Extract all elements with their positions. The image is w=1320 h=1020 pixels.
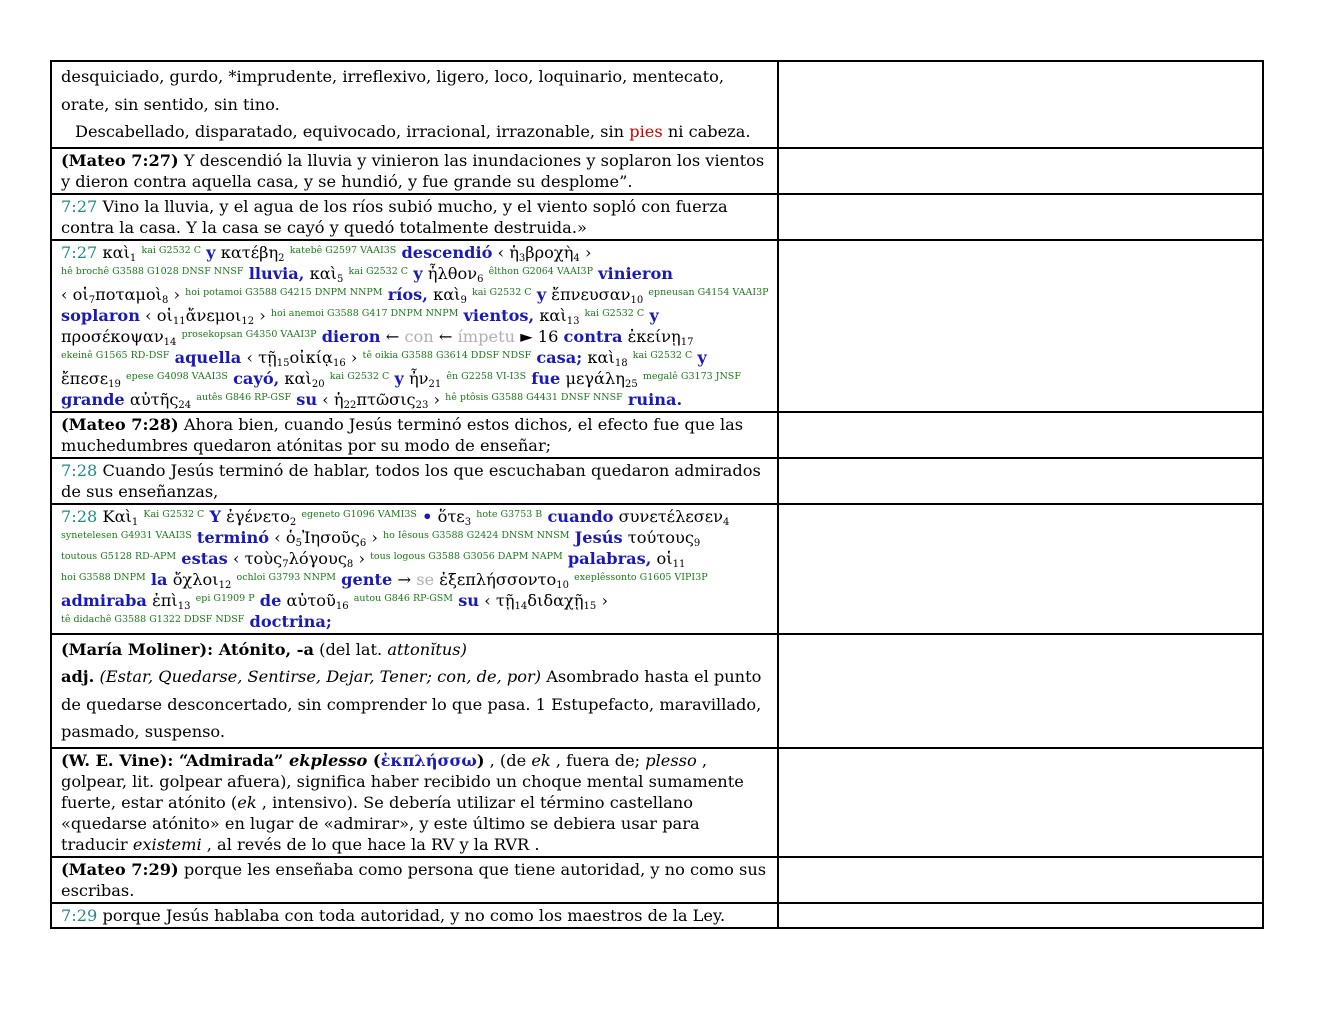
word-index: 8 xyxy=(162,294,169,306)
verse-label: (Mateo 7:28) xyxy=(61,414,179,434)
word-index: 1 xyxy=(129,252,137,264)
spanish-word: Jesús xyxy=(574,527,623,547)
spanish-word: su xyxy=(296,389,318,409)
greek-text: ἡ xyxy=(509,242,519,262)
empty-cell xyxy=(778,412,1263,458)
paraphrase-text: porque Jesús hablaba con toda autoridad, y no como los maestros de la Ley. xyxy=(97,905,726,925)
greek-text: ἔπνευσαν xyxy=(551,284,631,304)
greek-word xyxy=(539,306,579,325)
spanish-word: doctrina; xyxy=(249,611,332,631)
word-index: 2 xyxy=(278,252,285,264)
verse-ref: 7:27 xyxy=(61,196,98,216)
dictionary-head: (María Moliner): Atónito, -a xyxy=(61,639,314,659)
spanish-word: lluvia, xyxy=(248,263,305,283)
strongs-tag: egeneto G1096 VAMI3S xyxy=(301,508,417,520)
paraphrase-cell xyxy=(51,458,778,504)
word-index: 7 xyxy=(88,294,96,306)
word-index: 12 xyxy=(218,579,232,591)
greek-word xyxy=(628,528,701,547)
strongs-tag: ho Iêsous G3588 G2424 DNSM NNSM xyxy=(383,529,570,541)
greek-text: ἦλθον xyxy=(427,263,478,283)
spanish-word: palabras, xyxy=(567,548,652,568)
spanish-word: contra xyxy=(563,326,623,346)
bracket: › xyxy=(358,548,365,568)
greek-text: ποταμοὶ xyxy=(95,284,162,304)
spanish-word: ríos, xyxy=(387,284,428,304)
strongs-tag: êlthon G2064 VAAI3P xyxy=(488,265,593,277)
greek-text: ὄχλοι xyxy=(172,569,219,589)
spanish-word: y xyxy=(206,242,216,262)
word-index: 11 xyxy=(172,315,186,327)
arrow-mark: ← xyxy=(385,326,400,346)
verse-ref: 7:29 xyxy=(61,905,98,925)
strongs-tag: toutous G5128 RD-APM xyxy=(61,550,177,562)
strongs-tag: autês G846 RP-GSF xyxy=(196,391,292,403)
reorder-mark: ► 16 xyxy=(520,326,559,346)
greek-text: λόγους xyxy=(288,548,347,568)
greek-word xyxy=(439,570,569,589)
greek-text: καὶ xyxy=(102,242,130,262)
greek-word xyxy=(221,243,285,262)
spanish-word: ruina. xyxy=(627,389,683,409)
greek-text: οἱ xyxy=(72,284,89,304)
greek-text: ἐξεπλήσσοντο xyxy=(439,569,557,589)
word-index: 3 xyxy=(464,516,472,528)
strongs-tag: ekeinê G1565 RD-DSF xyxy=(61,349,170,361)
greek-headword: ἐκπλήσσω xyxy=(380,750,477,770)
word-index: 3 xyxy=(518,252,526,264)
verse-cell xyxy=(51,412,778,458)
strongs-tag: kai G2532 C xyxy=(329,370,390,382)
word-index: 9 xyxy=(693,537,701,549)
implied-word: se xyxy=(416,569,435,589)
strongs-tag: kai G2532 C xyxy=(141,244,201,256)
table-row xyxy=(51,634,1263,748)
greek-text: οἱ xyxy=(656,548,673,568)
word-index: 15 xyxy=(276,357,290,369)
greek-word xyxy=(498,243,592,262)
synonym-line-2: Descabellado, disparatado, equivocado, irracional, irrazonable, sin pies ni cabeza. xyxy=(75,122,751,141)
strongs-tag: hê brochê G3588 G1028 DNSF NNSF xyxy=(61,265,244,277)
greek-text: ἐκείνῃ xyxy=(627,326,681,346)
bracket: › xyxy=(350,347,358,367)
word-index: 13 xyxy=(177,600,191,612)
empty-cell xyxy=(778,240,1263,412)
empty-cell xyxy=(778,634,1263,748)
greek-word xyxy=(103,243,137,262)
interlinear-cell xyxy=(51,504,778,634)
arrow-mark: ← xyxy=(438,326,453,346)
greek-text: τῇ xyxy=(495,590,515,610)
word-index: 4 xyxy=(723,516,730,528)
verse-label: (Mateo 7:29) xyxy=(61,859,179,879)
definition-cell xyxy=(51,61,778,148)
word-index: 14 xyxy=(514,600,528,612)
spanish-word: gente xyxy=(341,569,393,589)
spanish-word: admiraba xyxy=(61,590,147,610)
spanish-word: casa; xyxy=(536,347,583,367)
interlinear-cell xyxy=(51,240,778,412)
empty-cell xyxy=(778,903,1263,928)
greek-word xyxy=(284,369,324,388)
strongs-tag: hote G3753 B xyxy=(476,508,543,520)
greek-text: αὐτοῦ xyxy=(286,590,336,610)
greek-text: ἡ xyxy=(333,389,344,409)
verse-text: Y descendió la lluvia y vinieron las inundaciones y soplaron los vientos y dieron contra aquella casa, y se hundió, y fue grande su desplome”. xyxy=(61,150,765,191)
spanish-word: y xyxy=(394,368,404,388)
strongs-tag: epi G1909 P xyxy=(195,592,255,604)
greek-word xyxy=(173,570,232,589)
greek-word xyxy=(274,528,378,547)
word-index: 10 xyxy=(556,579,569,591)
word-index: 15 xyxy=(583,600,597,612)
strongs-tag: hoi anemoi G3588 G417 DNPM NNPM xyxy=(270,307,459,319)
greek-word xyxy=(428,264,484,283)
bracket: ‹ xyxy=(145,305,152,325)
greek-text: ὁ xyxy=(285,527,296,547)
table-row xyxy=(51,412,1263,458)
spanish-word: vinieron xyxy=(598,263,674,283)
word-index: 8 xyxy=(346,558,354,570)
greek-text: αὐτῆς xyxy=(129,389,179,409)
greek-word xyxy=(103,507,139,526)
empty-cell xyxy=(778,458,1263,504)
greek-word xyxy=(322,390,440,409)
word-index: 20 xyxy=(311,378,325,390)
spanish-word: de xyxy=(259,590,282,610)
spanish-word: • xyxy=(422,506,433,526)
strongs-tag: exeplêssonto G1605 VIPI3P xyxy=(574,571,708,583)
definition-text: Asombrado hasta el punto de quedarse desconcertado, sin comprender lo que pasa. 1 Estupefacto, maravillado, pasmado, suspenso. xyxy=(61,667,762,741)
word-index: 5 xyxy=(337,273,344,285)
word-index: 18 xyxy=(614,357,628,369)
greek-text: οἰκίᾳ xyxy=(289,347,333,367)
word-index: 11 xyxy=(672,558,686,570)
verse-ref: 7:28 xyxy=(61,506,98,526)
table-row xyxy=(51,148,1263,194)
strongs-tag: ên G2258 VI-I3S xyxy=(446,370,527,382)
word-index: 16 xyxy=(335,600,349,612)
bracket: ‹ xyxy=(484,590,491,610)
greek-text: Καὶ xyxy=(102,506,132,526)
word-index: 5 xyxy=(295,537,302,549)
word-index: 9 xyxy=(460,294,467,306)
strongs-tag: kai G2532 C xyxy=(348,265,409,277)
spanish-word: dieron xyxy=(321,326,381,346)
greek-word xyxy=(130,390,191,409)
greek-text: ἄνεμοι xyxy=(185,305,242,325)
greek-text: τῇ xyxy=(258,347,277,367)
strongs-tag: kai G2532 C xyxy=(632,349,693,361)
empty-cell xyxy=(778,857,1263,903)
bracket: ‹ xyxy=(246,347,253,367)
word-index: 7 xyxy=(282,558,289,570)
greek-word xyxy=(628,327,694,346)
greek-text: μεγάλη xyxy=(565,368,625,388)
word-index: 13 xyxy=(566,315,580,327)
spanish-word: grande xyxy=(61,389,125,409)
spanish-word: aquella xyxy=(174,347,242,367)
greek-text: ἔπεσε xyxy=(61,368,109,388)
implied-word: con xyxy=(404,326,434,346)
bracket: › xyxy=(173,284,181,304)
strongs-tag: katebê G2597 VAAI3S xyxy=(289,244,397,256)
greek-word xyxy=(619,507,730,526)
greek-word xyxy=(61,285,180,304)
greek-word xyxy=(61,369,121,388)
paraphrase-cell xyxy=(51,194,778,240)
empty-cell xyxy=(778,61,1263,148)
table-row xyxy=(51,504,1263,634)
strongs-tag: hê ptôsis G3588 G4431 DNSF NNSF xyxy=(445,391,623,403)
spanish-word: y xyxy=(536,284,547,304)
verse-ref: 7:28 xyxy=(61,460,98,480)
dictionary-head: (W. E. Vine): “Admirada” xyxy=(61,750,284,770)
greek-word xyxy=(657,549,686,568)
document-table xyxy=(50,60,1264,929)
greek-word xyxy=(226,507,296,526)
strongs-tag: kai G2532 C xyxy=(472,286,532,298)
verse-ref: 7:27 xyxy=(61,242,98,262)
greek-word xyxy=(287,591,349,610)
empty-cell xyxy=(778,504,1263,634)
spanish-word: Y xyxy=(209,506,222,526)
strongs-tag: ochloi G3793 NNPM xyxy=(236,571,337,583)
strongs-tag: epneusan G4154 VAAI3P xyxy=(648,286,769,298)
bracket: › xyxy=(371,527,378,547)
strongs-tag: epese G4098 VAAI3S xyxy=(126,370,228,382)
greek-text: πτῶσις xyxy=(356,389,416,409)
table-row xyxy=(51,903,1263,928)
strongs-tag: kai G2532 C xyxy=(584,307,645,319)
greek-text: προσέκοψαν xyxy=(61,326,164,346)
word-index: 25 xyxy=(624,378,638,390)
dictionary-cell: (María Moliner): Atónito, -a (del lat. attonĭtus) adj. (Estar, Quedarse, Sentirse, Dejar, Tener; con, de, por) Asombrado hasta el punto de quedarse desconcertado, sin comprender lo que pasa. 1 Estupefacto, maravillado, pasmado, suspenso. xyxy=(51,634,778,748)
verse-text: porque les enseñaba como persona que tiene autoridad, y no como sus escribas. xyxy=(61,859,767,900)
bracket: › xyxy=(584,242,592,262)
bracket: › xyxy=(259,305,266,325)
word-index: 4 xyxy=(573,252,580,264)
spanish-word: cuando xyxy=(547,506,614,526)
table-row xyxy=(51,240,1263,412)
strongs-tag: synetelesen G4931 VAAI3S xyxy=(61,529,192,541)
greek-text: ἦν xyxy=(408,368,429,388)
verse-cell xyxy=(51,148,778,194)
word-index: 16 xyxy=(332,357,346,369)
greek-word xyxy=(565,369,637,388)
verse-cell xyxy=(51,857,778,903)
greek-text: ἐπὶ xyxy=(152,590,178,610)
spanish-word: soplaron xyxy=(61,305,140,325)
greek-text: βροχὴ xyxy=(525,242,574,262)
greek-text: Ἰησοῦς xyxy=(301,527,360,547)
greek-text: τούτους xyxy=(627,527,694,547)
spanish-word: su xyxy=(458,590,480,610)
greek-text: ἐγένετο xyxy=(226,506,290,526)
greek-text: ὅτε xyxy=(437,506,465,526)
greek-word xyxy=(484,591,608,610)
greek-word xyxy=(233,549,365,568)
dictionary-cell: (W. E. Vine): “Admirada” ekplesso (ἐκπλήσσω) , (de ek , fuera de; plesso , golpear, lit. golpear afuera), significa haber recibido un choque mental sumamente fuerte, estar atónito (ek , intensivo). Se debería utilizar el término castellano «quedarse atónito» en lugar de «admirar», y este último se debiera usar para traducir existemi , al revés de lo que hace la RV y la RVR . xyxy=(51,748,778,857)
empty-cell xyxy=(778,748,1263,857)
greek-text: τοὺς xyxy=(244,548,283,568)
greek-text: οἱ xyxy=(156,305,173,325)
greek-text: διδαχῇ xyxy=(527,590,584,610)
greek-word xyxy=(310,264,344,283)
paraphrase-text: Cuando Jesús terminó de hablar, todos los que escuchaban quedaron admirados de sus enseñanzas, xyxy=(61,460,761,501)
greek-word xyxy=(587,348,627,367)
word-index: 24 xyxy=(178,399,192,411)
word-index: 10 xyxy=(630,294,644,306)
strongs-tag: tous logous G3588 G3056 DAPM NAPM xyxy=(370,550,563,562)
strongs-tag: tê didachê G3588 G1322 DDSF NDSF xyxy=(61,613,245,625)
implied-word: ímpetu xyxy=(457,326,516,346)
word-index: 21 xyxy=(428,378,442,390)
greek-text: καὶ xyxy=(284,368,312,388)
bracket: ‹ xyxy=(232,548,240,568)
word-index: 23 xyxy=(415,399,429,411)
word-index: 6 xyxy=(359,537,367,549)
greek-text: καὶ xyxy=(433,284,461,304)
strongs-tag: megalê G3173 JNSF xyxy=(642,370,741,382)
table-row xyxy=(51,857,1263,903)
word-index: 2 xyxy=(289,516,297,528)
spanish-word: estas xyxy=(181,548,228,568)
highlighted-word: pies xyxy=(629,122,663,141)
greek-word xyxy=(61,327,176,346)
paraphrase-cell xyxy=(51,903,778,928)
bracket: ‹ xyxy=(497,242,505,262)
bracket: › xyxy=(433,389,440,409)
greek-word xyxy=(551,285,643,304)
word-index: 22 xyxy=(343,399,357,411)
spanish-word: y xyxy=(413,263,423,283)
spanish-word: y xyxy=(649,305,659,325)
spanish-word: terminó xyxy=(196,527,270,547)
greek-word xyxy=(145,306,266,325)
strongs-tag: hoi potamoi G3588 G4215 DNPM NNPM xyxy=(185,286,383,298)
spanish-word: descendió xyxy=(401,242,493,262)
table-row xyxy=(51,61,1263,148)
greek-text: καὶ xyxy=(587,347,615,367)
bracket: ‹ xyxy=(61,284,68,304)
word-index: 17 xyxy=(680,336,694,348)
verse-text: Ahora bien, cuando Jesús terminó estos dichos, el efecto fue que las muchedumbres quedaron atónitas por su modo de enseñar; xyxy=(61,414,744,455)
spanish-word: fue xyxy=(531,368,561,388)
greek-text: καὶ xyxy=(539,305,567,325)
bracket: › xyxy=(601,590,608,610)
word-index: 19 xyxy=(108,378,121,390)
greek-text: συνετέλεσεν xyxy=(618,506,723,526)
verse-label: (Mateo 7:27) xyxy=(61,150,179,170)
spanish-word: y xyxy=(697,347,707,367)
greek-word xyxy=(438,507,471,526)
table-row xyxy=(51,748,1263,857)
word-index: 12 xyxy=(241,315,255,327)
arrow-mark: → xyxy=(397,569,412,589)
greek-word xyxy=(433,285,467,304)
strongs-tag: autou G846 RP-GSM xyxy=(353,592,454,604)
paraphrase-text: Vino la lluvia, y el agua de los ríos subió mucho, y el viento sopló con fuerza contra la casa. Y la casa se cayó y quedó totalmente destruida.» xyxy=(61,196,728,237)
word-index: 1 xyxy=(131,516,139,528)
empty-cell xyxy=(778,148,1263,194)
spanish-word: cayó, xyxy=(233,368,280,388)
greek-word xyxy=(246,348,357,367)
bracket: ‹ xyxy=(274,527,281,547)
greek-text: καὶ xyxy=(309,263,337,283)
part-of-speech: adj. xyxy=(61,667,95,686)
strongs-tag: hoi G3588 DNPM xyxy=(61,571,146,583)
synonym-list: desquiciado, gurdo, *imprudente, irreflexivo, ligero, loco, loquinario, mentecato, orate, sin sentido, sin tino. xyxy=(61,67,724,114)
strongs-tag: Kai G2532 C xyxy=(143,508,205,520)
greek-word xyxy=(152,591,190,610)
spanish-word: la xyxy=(150,569,168,589)
greek-word xyxy=(409,369,441,388)
table-row xyxy=(51,194,1263,240)
word-index: 14 xyxy=(163,336,177,348)
strongs-tag: prosekopsan G4350 VAAI3P xyxy=(181,328,317,340)
table-row xyxy=(51,458,1263,504)
strongs-tag: tê oikia G3588 G3614 DDSF NDSF xyxy=(362,349,532,361)
word-index: 6 xyxy=(477,273,484,285)
bracket: ‹ xyxy=(322,389,329,409)
empty-cell xyxy=(778,194,1263,240)
spanish-word: vientos, xyxy=(463,305,535,325)
greek-text: κατέβη xyxy=(220,242,279,262)
